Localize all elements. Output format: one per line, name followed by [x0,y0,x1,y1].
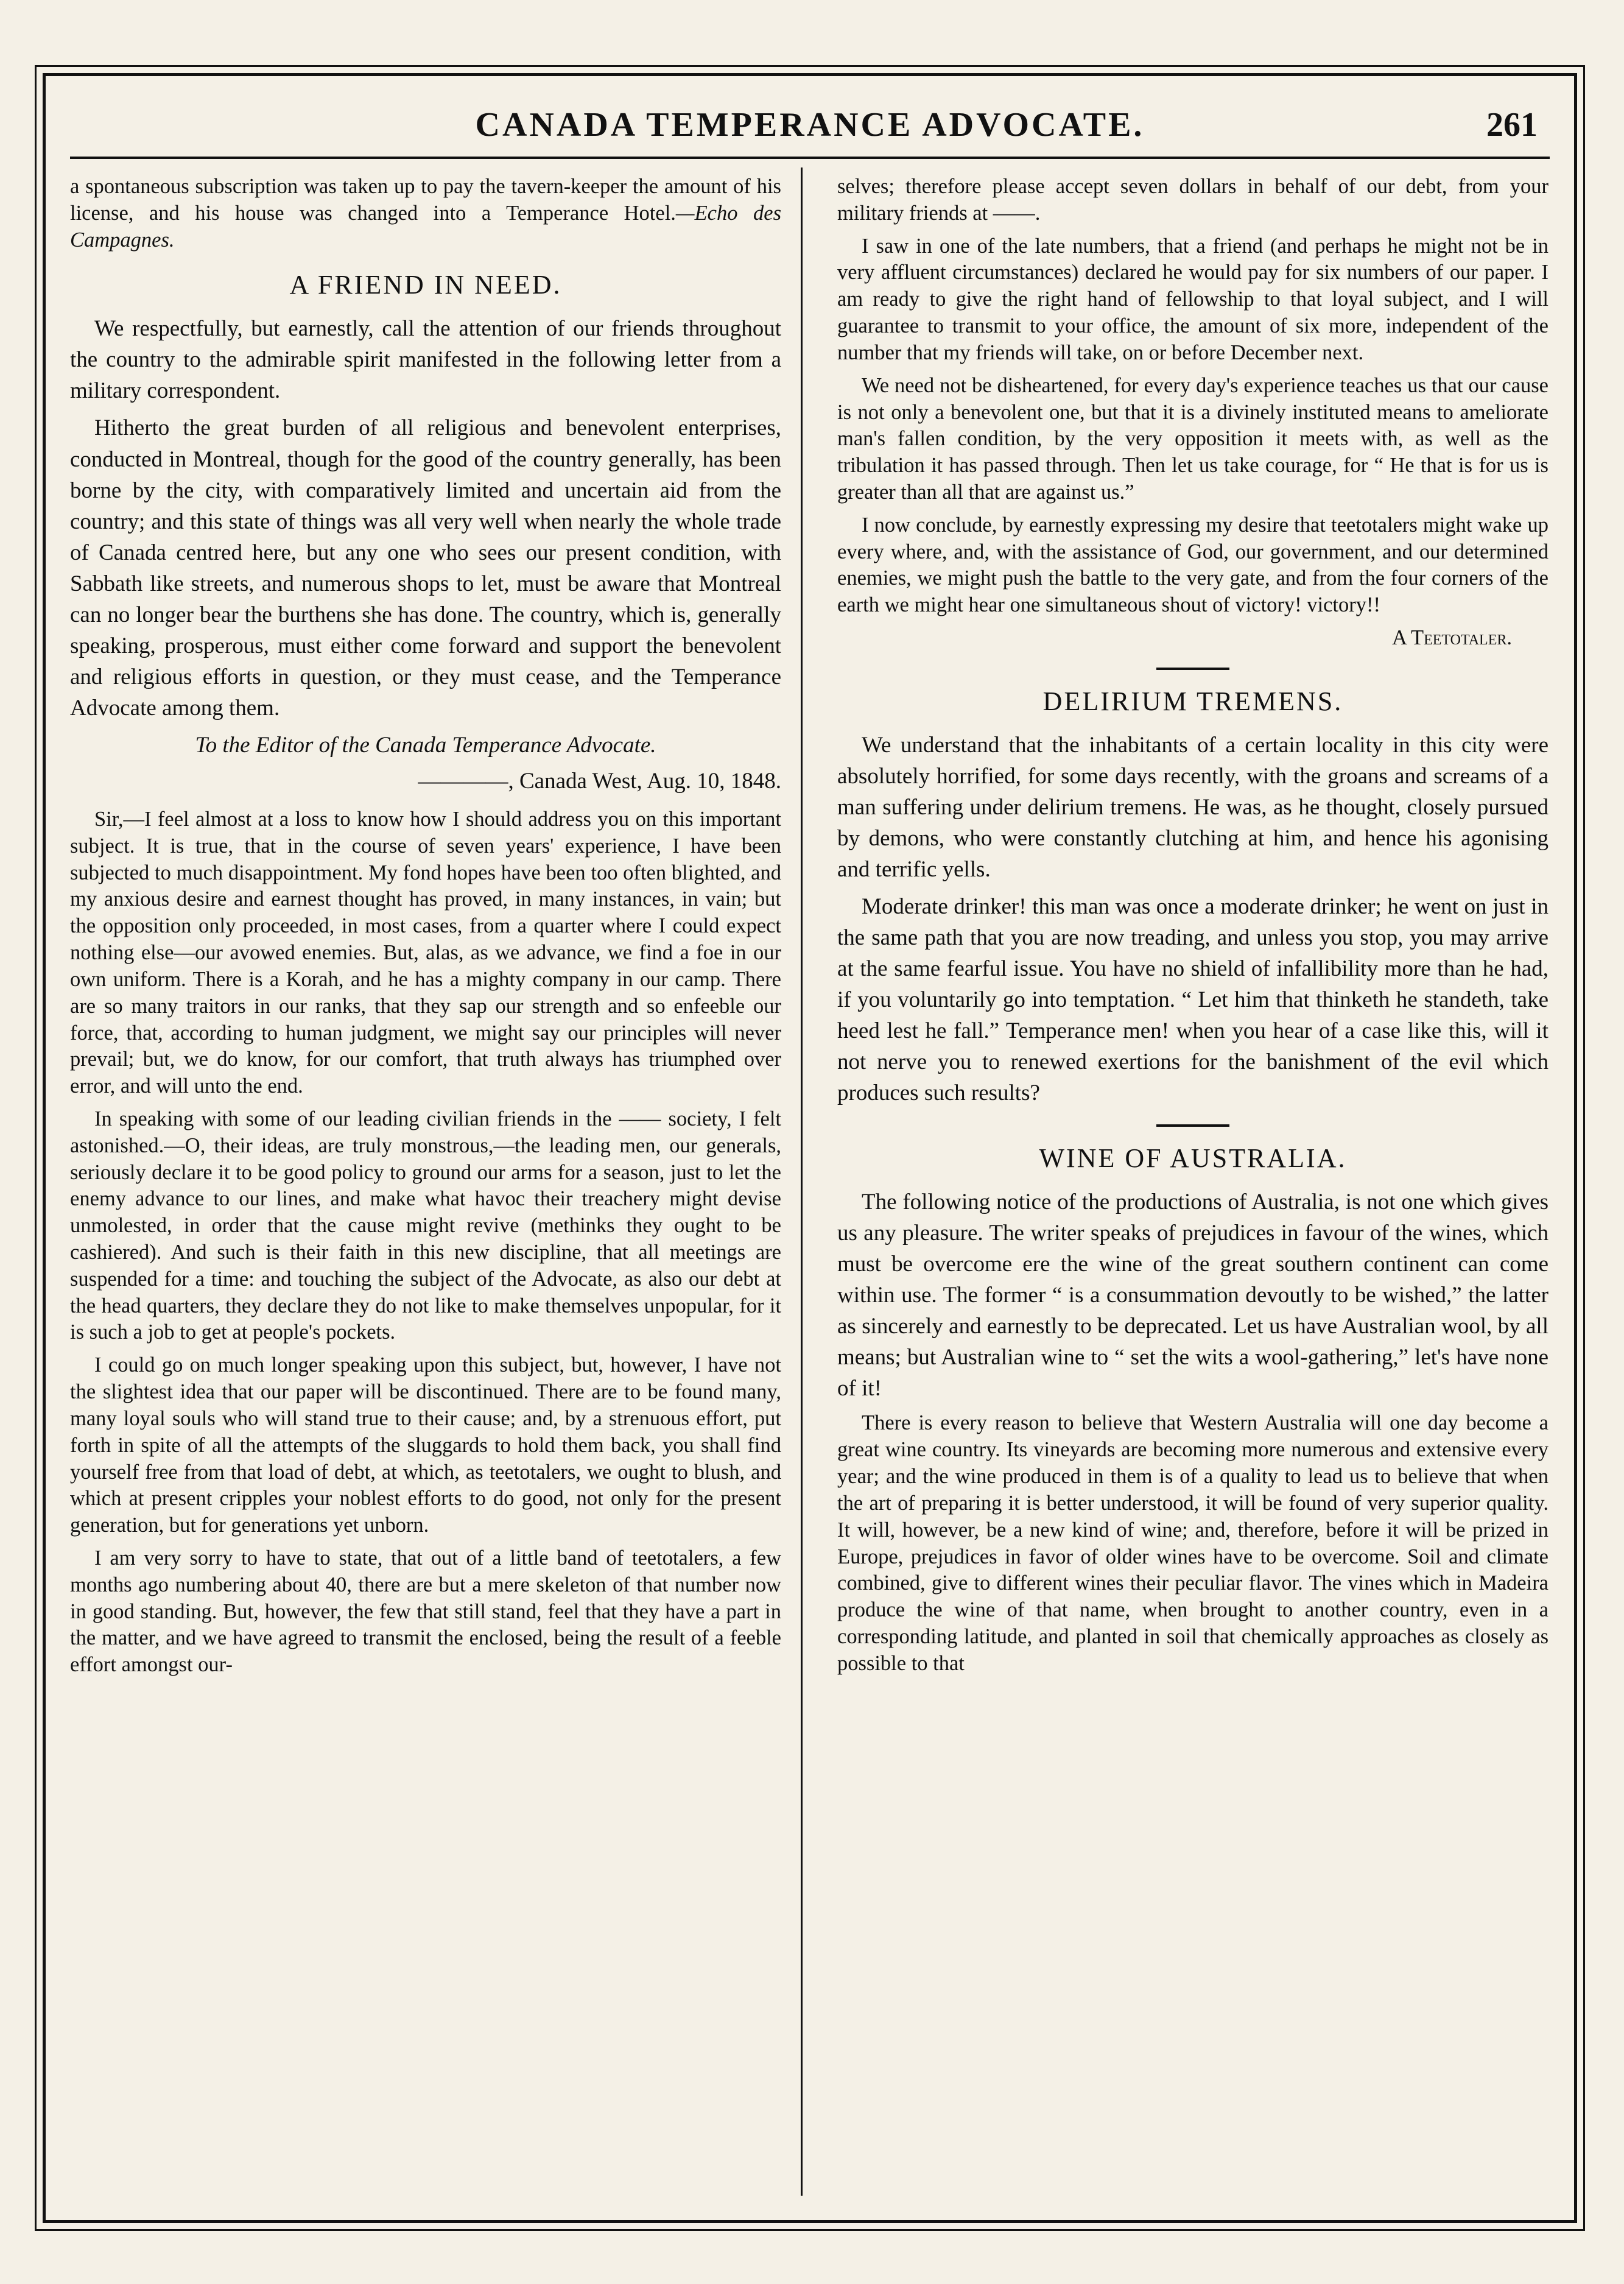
friend-in-need-heading: A FRIEND IN NEED. [289,270,562,300]
page-header [70,105,1550,159]
letter-dateline: ————, Canada West, Aug. 10, 1848. [418,768,781,794]
wine-paragraph-2: There is every reason to believe that Western Australia will one day become a great wine country. Its vineyards are becoming more numerous and extensive every year; and the wine produced in them is of a quality to lead us to believe that when the art of preparing it is better understood, it will be found of very superior quality. It will, however, be a new kind of wine; and, therefore, before it will be prized in Europe, prejudices in favor of older wines have to be overcome. Soil and climate combined, give to different wines their peculiar flavor. The vines which in Madeira produce the wine of that name, when brought to another country, even in a corresponding latitude, and planted in soil that chemically approaches as closely as possible to that [837,1411,1548,1675]
intro-paragraph [70,174,781,253]
newspaper-page [43,73,1577,2223]
friend-paragraph-2: Hitherto the great burden of all religious and benevolent enterprises, conducted in Montreal, though for the good of the country generally, has been borne by the city, with comparatively limited and uncertain aid from the country; and this state of things was all very well when nearly the whole trade of Canada centred here, but any one who sees our present condition, with Sabbath like streets, and numerous shops to let, must be aware that Montreal can no longer bear the burthens she has done. The country, which is, generally speaking, prosperous, must either come forward and support the benevolent and religious efforts in question, or they must cease, and the Temperance Advocate among them. [70,415,781,721]
section-rule [1156,668,1229,670]
friend-paragraph-1: We respectfully, but earnestly, call the attention of our friends throughout the country to the admirable spirit manifested in the following letter from a military correspondent. [70,316,781,404]
letter-paragraph-2: In speaking with some of our leading civilian friends in the —— society, I felt astonished.—O, their ideas, are truly monstrous,—the leading men, our generals, seriously declare it to be good policy to ground our arms for a season, just to let the enemy advance to our lines, and make what havoc their treachery might devise unmolested, in order that the cause might revive (methinks they ought to be cashiered). And such is their faith in this new discipline, that all meetings are suspended for a time: and touching the subject of the Advocate, as also our debt at the head quarters, they declare they do not like to make themselves unpopular, for it is such a job to get at people's pockets. [70,1107,781,1344]
intro-source: —Echo des Campagnes. [70,201,781,252]
letter-paragraph-1: Sir,—I feel almost at a loss to know how I should address you on this important subject. It is true, that in the course of seven years' experience, I have been subjected to much disappointment. My fond hopes have been too often blighted, and my anxious desire and earnest thought has proved, in many instances, in vain; but the opposition only proceeded, in most cases, from a quarter where I could expect nothing else—our avowed enemies. But, alas, as we advance, we find a foe in our own uniform. There is a Korah, and he has a mighty company in our camp. There are so many traitors in our ranks, that they sap our strength and so enfeeble our force, that, according to human judgment, we might say our principles will never prevail; but, we do know, for our comfort, that truth always has triumphed over error, and will unto the end. [70,808,781,1098]
delirium-paragraph-2: Moderate drinker! this man was once a moderate drinker; he went on just in the same path that you are now treading, and unless you stop, you may arrive at the same fearful issue. You have no shield of infallibility more than he had, if you voluntarily go into temptation. “ Let him that thinketh he standeth, take heed lest he fall.” Temperance men! when you hear of a case like this, will it not nerve you to renewed exertions for the banishment of the evil which produces such results? [837,894,1548,1106]
letter-paragraph-4: I am very sorry to have to state, that out of a little band of teetotalers, a few months ago numbering about 40, there are but a mere skeleton of that number now in good standing. But, however, the few that still stand, feel that they have a part in the matter, and we have agreed to transmit the enclosed, being the result of a feeble effort amongst our- [70,1546,781,1677]
right-column [831,174,1555,2196]
page-title: CANADA TEMPERANCE ADVOCATE. [475,106,1145,144]
left-column [64,174,787,2196]
letter-paragraph-6: We need not be disheartened, for every day's experience teaches us that our cause is not only a benevolent one, but that it is a divinely instituted means to ameliorate man's fallen condition, by the very opposition it meets with, as well as the tribulation it has passed through. Then let us take courage, for “ He that is for us is greater than all that are against us.” [837,373,1548,504]
letter-continuation: selves; therefore please accept seven dollars in behalf of our debt, from your military friends at ——. [837,175,1548,225]
letter-signature: A Teetotaler. [1392,626,1512,649]
column-divider [801,167,803,2196]
letter-paragraph-5: I saw in one of the late numbers, that a friend (and perhaps he might not be in very affluent circumstances) declared he would pay for six numbers of our paper. I am ready to give the right hand of fellowship to that loyal subject, and I will guarantee to transmit to your office, the amount of six more, independent of the number that my friends will take, on or before December next. [837,234,1548,364]
page-number: 261 [1486,106,1538,144]
letter-paragraph-3: I could go on much longer speaking upon this subject, but, however, I have not the slightest idea that our paper will be discontinued. There are to be found many, many loyal souls who will stand true to their cause; and, by a strenuous effort, put forth in spite of all the attempts of the sluggards to hold them back, you shall find yourself free from that load of debt, at which, as teetotalers, we ought to blush, and which at present cripples your noblest efforts to do good, not only for the present generation, but for generations yet unborn. [70,1353,781,1537]
wine-of-australia-heading: WINE OF AUSTRALIA. [1039,1143,1347,1174]
delirium-paragraph-1: We understand that the inhabitants of a certain locality in this city were absolutely horrified, for some days recently, with the groans and screams of a man suffering under delirium tremens. He was, as he thought, closely pursued by demons, who were constantly clutching at him, and hence his agonising and terrific yells. [837,732,1548,882]
letter-paragraph-7: I now conclude, by earnestly expressing my desire that teetotalers might wake up every where, and, with the assistance of God, our government, and our determined enemies, we might push the battle to the very gate, and from the four corners of the earth we might hear one simultaneous shout of victory! victory!! [837,513,1548,617]
letter-salutation-to: To the Editor of the Canada Temperance Advocate. [195,732,656,758]
section-rule [1156,1124,1229,1127]
wine-paragraph-1: The following notice of the productions of Australia, is not one which gives us any pleasure. The writer speaks of prejudices in favour of the wines, which must be overcome ere the wine of the great southern continent can come within use. The former “ is a consummation devoutly to be wished,” the latter as sincerely and earnestly to be deprecated. Let us have Australian wool, by all means; but Australian wine to “ set the wits a wool-gathering,” let's have none of it! [837,1190,1548,1401]
intro-text: a spontaneous subscription was taken up to pay the tavern-keeper the amount of his license, and his house was changed into a Temperance Hotel. [70,175,781,225]
delirium-tremens-heading: DELIRIUM TREMENS. [1042,686,1343,716]
